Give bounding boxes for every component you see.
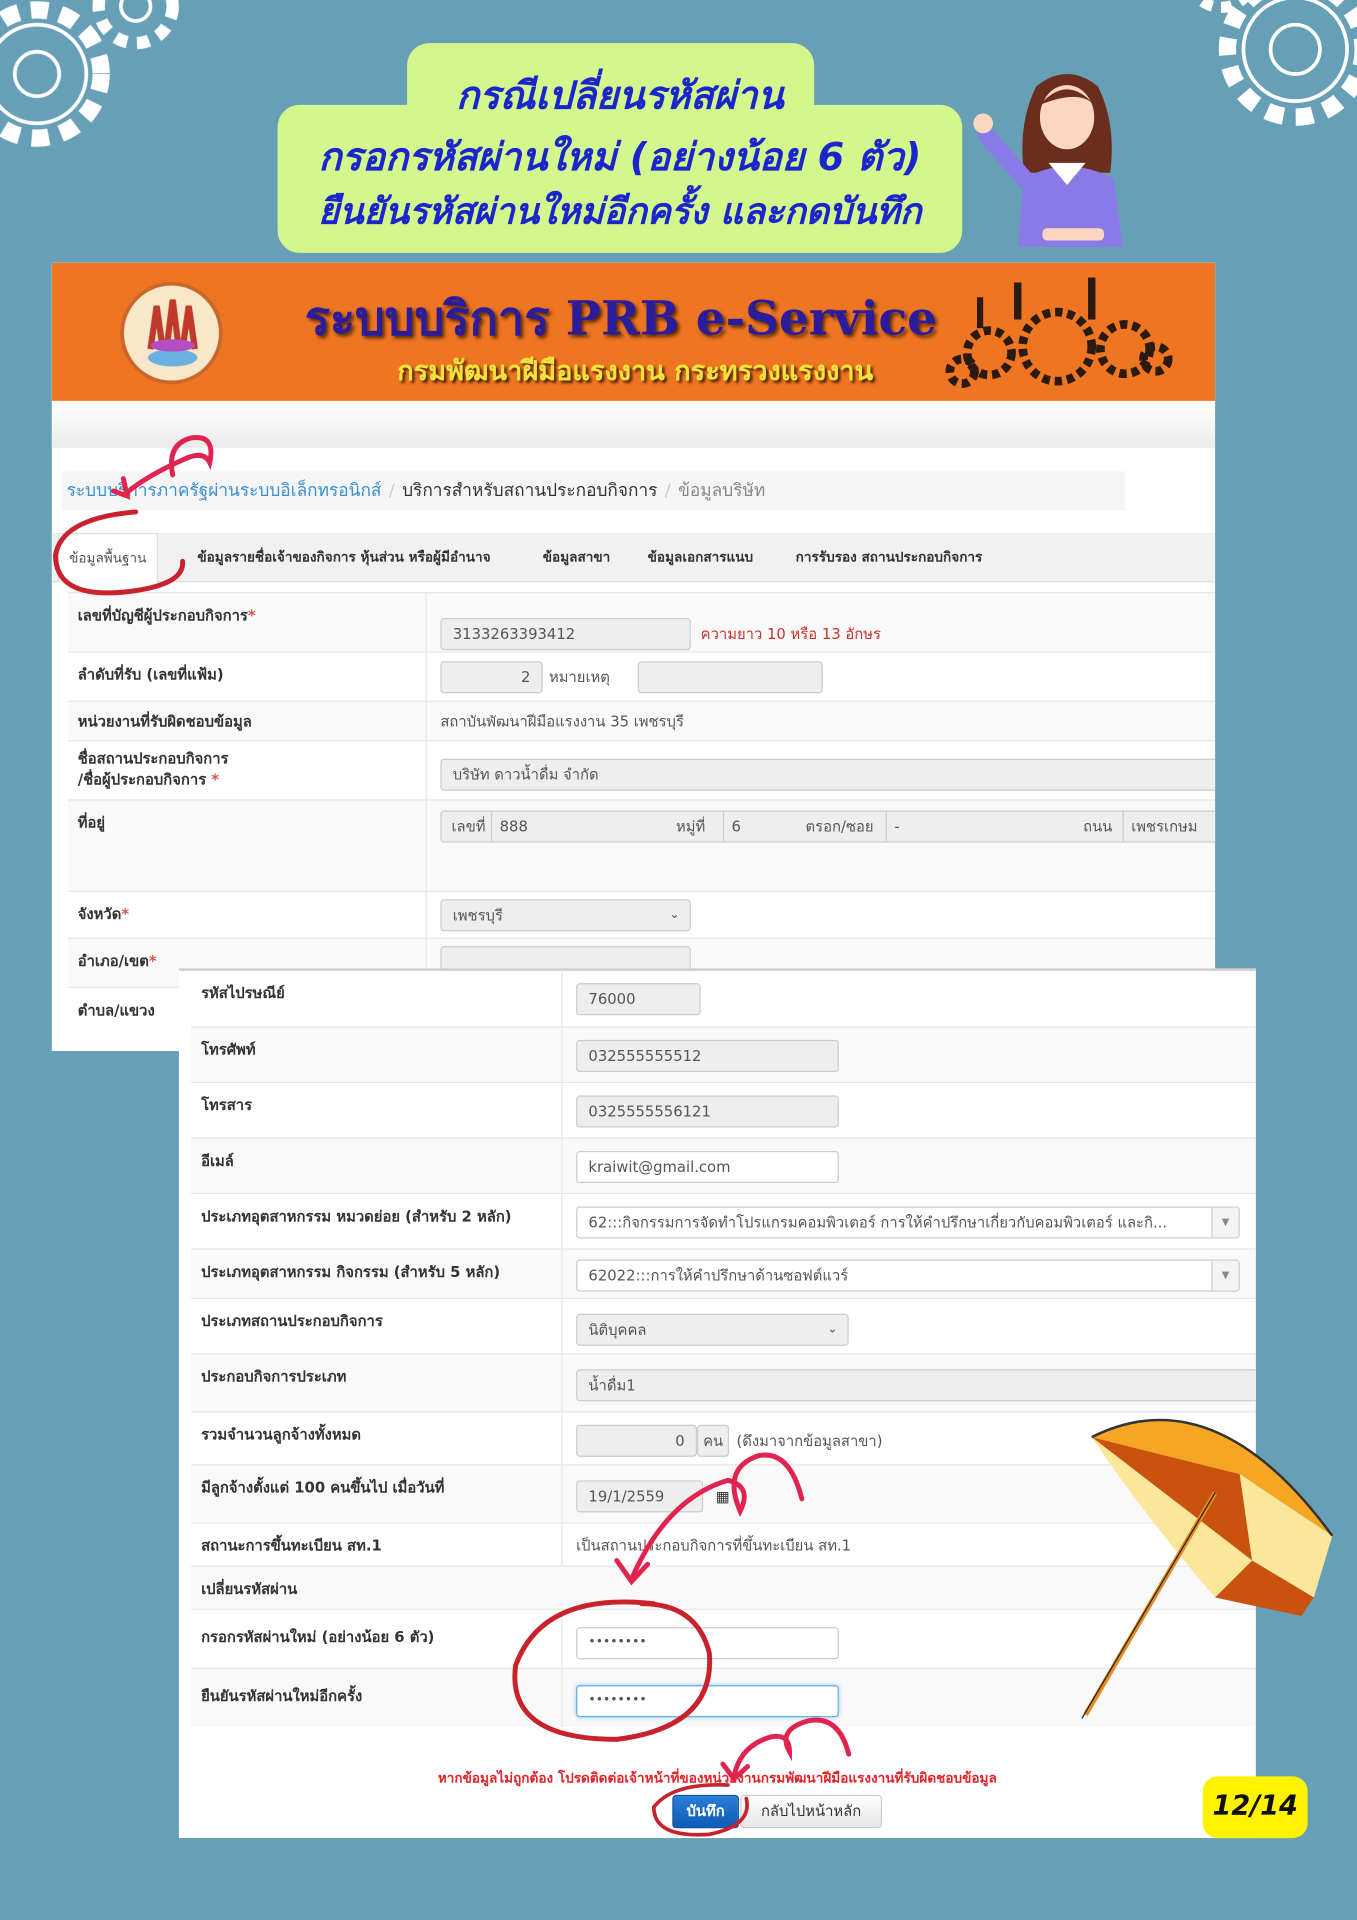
province-label: จังหวัด xyxy=(77,905,122,923)
address-soi-label: ตรอก/ซอย xyxy=(805,817,874,836)
fax-label: โทรสาร xyxy=(201,1096,253,1114)
province-value: เพชรบุรี xyxy=(452,906,503,924)
title-line-2: กรอกรหัสผ่านใหม่ (อย่างน้อย 6 ตัว) xyxy=(318,135,922,181)
header-band xyxy=(52,401,1215,448)
phone-input[interactable]: 032555555512 xyxy=(576,1040,839,1072)
umbrella-illustration xyxy=(1055,1400,1345,1727)
woman-pointing-illustration xyxy=(968,62,1141,247)
breadcrumb-link-services[interactable]: บริการสำหรับสถานประกอบกิจการ xyxy=(402,481,658,501)
fax-input[interactable]: 0325555556121 xyxy=(576,1095,839,1127)
industry-5-select[interactable] xyxy=(576,1260,1240,1292)
postcode-label: รหัสไปรษณีย์ xyxy=(201,984,285,1002)
form-row-province: จังหวัด* เพชรบุรี ⌄ xyxy=(68,891,1215,938)
form-row-account-no: เลขที่บัญชีผู้ประกอบกิจการ* 3133263393412 ความยาว 10 หรือ 13 อักษร xyxy=(68,592,1215,651)
over100-date-label: มีลูกจ้างตั้งแต่ 100 คนขึ้นไป เมื่อวันที่ xyxy=(201,1479,445,1497)
form-row-industry-2 xyxy=(191,1193,1256,1249)
business-type-label: ประเภทสถานประกอบกิจการ xyxy=(201,1312,383,1330)
form-row-file-no xyxy=(68,651,1215,700)
sor1-status-label: สถานะการขึ้นทะเบียน สท.1 xyxy=(201,1537,382,1555)
change-password-heading: เปลี่ยนรหัสผ่าน xyxy=(201,1580,298,1598)
business-type-select[interactable] xyxy=(576,1314,849,1346)
remark-input[interactable] xyxy=(638,661,823,693)
tab-owners[interactable]: ข้อมูลรายชื่อเจ้าของกิจการ หุ้นส่วน หรือผู้มีอำนาจ xyxy=(197,548,491,565)
address-no-input[interactable]: 888 xyxy=(491,812,664,842)
email-label: อีเมล์ xyxy=(201,1152,234,1170)
site-header xyxy=(52,263,1215,401)
workers-gears-icon xyxy=(940,273,1174,396)
contact-notice: หากข้อมูลไม่ถูกต้อง โปรดติดต่อเจ้าหน้าที่ของหน่วยงานกรมพัฒนาฝีมือแรงงานที่รับผิดชอบข้อมูล xyxy=(437,1770,997,1787)
form-row-email xyxy=(191,1137,1256,1193)
phone-label: โทรศัพท์ xyxy=(201,1041,256,1059)
form-row-agency xyxy=(68,701,1215,740)
site-subtitle: กรมพัฒนาฝีมือแรงงาน กระทรวงแรงงาน xyxy=(397,356,874,388)
form-row-address xyxy=(68,799,1215,890)
form-row-phone xyxy=(191,1026,1256,1082)
department-logo-icon xyxy=(120,281,225,386)
form-row-postcode xyxy=(191,971,1256,1027)
address-label: ที่อยู่ xyxy=(77,814,106,832)
district-label: อำเภอ/เขต xyxy=(77,952,149,970)
title-line-3: ยืนยันรหัสผ่านใหม่อีกครั้ง และกดบันทึก xyxy=(318,189,922,232)
form-row-company-name: ชื่อสถานประกอบกิจการ /ชื่อผู้ประกอบกิจการ * บริษัท ดาวน้ำดื่ม จำกัด xyxy=(68,740,1215,799)
account-no-label: เลขที่บัญชีผู้ประกอบกิจการ xyxy=(77,606,248,625)
over100-date-input[interactable]: 19/1/2559 xyxy=(576,1480,703,1512)
form-row-industry-5 xyxy=(191,1248,1256,1297)
page-number-badge: 12/14 xyxy=(1203,1776,1308,1838)
postcode-input[interactable]: 76000 xyxy=(576,983,701,1015)
gear-decoration-icon xyxy=(0,0,197,197)
breadcrumb: ระบบบริการภาครัฐผ่านระบบอิเล็กทรอนิกส์ / บริการสำหรับสถานประกอบกิจการ / ข้อมูลบริษัท xyxy=(62,471,1125,510)
address-moo-input[interactable]: 6 xyxy=(723,812,797,842)
form-row-district: อำเภอ/เขต* xyxy=(68,938,1215,987)
address-group xyxy=(440,810,1215,842)
address-road-input[interactable]: เพชรเกษม xyxy=(1123,812,1198,842)
address-no-label: เลขที่ xyxy=(451,817,486,836)
province-select[interactable] xyxy=(440,899,690,931)
back-to-home-button[interactable]: กลับไปหน้าหลัก xyxy=(740,1795,882,1828)
file-no-input[interactable]: 2 xyxy=(440,661,542,693)
agency-label: หน่วยงานที่รับผิดชอบข้อมูล xyxy=(77,713,252,731)
form-row-fax xyxy=(191,1082,1256,1138)
file-no-label: ลำดับที่รับ (เลขที่แฟ้ม) xyxy=(77,666,224,684)
confirm-password-input[interactable]: •••••••• xyxy=(576,1685,839,1717)
new-password-input[interactable]: •••••••• xyxy=(576,1627,839,1659)
tab-bar xyxy=(52,533,1215,582)
chevron-down-icon: ⌄ xyxy=(669,907,680,922)
breadcrumb-current: ข้อมูลบริษัท xyxy=(678,481,766,501)
save-button[interactable]: บันทึก xyxy=(672,1795,739,1828)
address-soi-input[interactable]: - xyxy=(886,812,1071,842)
employees-unit: คน xyxy=(697,1425,729,1457)
dropdown-arrow-icon: ▼ xyxy=(1211,1261,1238,1291)
industry-2-select[interactable] xyxy=(576,1206,1240,1238)
business-type-value: นิติบุคคล xyxy=(588,1321,647,1339)
address-moo-label: หมู่ที่ xyxy=(676,817,706,836)
business-kind-label: ประกอบกิจการประเภท xyxy=(201,1368,347,1386)
company-info-screenshot xyxy=(52,263,1215,1051)
remark-label: หมายเหตุ xyxy=(548,668,610,686)
employees-label: รวมจำนวนลูกจ้างทั้งหมด xyxy=(201,1426,362,1444)
industry-5-value: 62022:::การให้คำปรึกษาด้านซอฟต์แวร์ xyxy=(588,1266,849,1285)
account-no-input[interactable]: 3133263393412 xyxy=(440,618,690,650)
tab-certification[interactable]: การรับรอง สถานประกอบกิจการ xyxy=(795,548,983,565)
dropdown-arrow-icon: ▼ xyxy=(1211,1208,1238,1238)
industry-5-label: ประเภทอุตสาหกรรม กิจกรรม (สำหรับ 5 หลัก) xyxy=(201,1263,501,1281)
business-kind-input[interactable]: น้ำดื่ม1 xyxy=(576,1369,1256,1401)
chevron-down-icon: ⌄ xyxy=(827,1322,838,1336)
confirm-password-label: ยืนยันรหัสผ่านใหม่อีกครั้ง xyxy=(201,1687,363,1705)
account-no-hint: ความยาว 10 หรือ 13 อักษร xyxy=(700,625,881,643)
sor1-status-value: เป็นสถานประกอบกิจการที่ขึ้นทะเบียน สท.1 xyxy=(576,1537,852,1555)
subdistrict-label: ตำบล/แขวง xyxy=(77,1001,155,1019)
company-name-label: ชื่อสถานประกอบกิจการ xyxy=(77,750,229,768)
employees-input: 0 xyxy=(576,1425,697,1457)
agency-value: สถาบันพัฒนาฝีมือแรงงาน 35 เพชรบุรี xyxy=(440,713,684,731)
tab-attachments[interactable]: ข้อมูลเอกสารแนบ xyxy=(647,548,754,565)
company-name-label-2: /ชื่อผู้ประกอบกิจการ xyxy=(77,771,207,789)
tab-branches[interactable]: ข้อมูลสาขา xyxy=(542,548,611,565)
company-name-input[interactable]: บริษัท ดาวน้ำดื่ม จำกัด xyxy=(440,759,1215,791)
industry-2-value: 62:::กิจกรรมการจัดทำโปรแกรมคอมพิวเตอร์ การให้คำปรึกษาเกี่ยวกับคอมพิวเตอร์ และกิ... xyxy=(588,1213,1168,1232)
site-title: ระบบบริการ PRB e-Service xyxy=(304,289,937,346)
breadcrumb-link-eservice[interactable]: ระบบบริการภาครัฐผ่านระบบอิเล็กทรอนิกส์ xyxy=(66,481,382,501)
calendar-icon[interactable]: ▦ xyxy=(715,1487,730,1505)
employees-note: (ดึงมาจากข้อมูลสาขา) xyxy=(736,1432,883,1450)
email-input[interactable]: kraiwit@gmail.com xyxy=(576,1151,839,1183)
new-password-label: กรอกรหัสผ่านใหม่ (อย่างน้อย 6 ตัว) xyxy=(201,1628,435,1646)
address-road-label: ถนน xyxy=(1083,817,1113,836)
tab-basic-info[interactable]: ข้อมูลพื้นฐาน xyxy=(58,533,157,582)
form-row-business-type xyxy=(191,1298,1256,1354)
title-line-1: กรณีเปลี่ยนรหัสผ่าน xyxy=(456,74,784,119)
industry-2-label: ประเภทอุตสาหกรรม หมวดย่อย (สำหรับ 2 หลัก) xyxy=(201,1207,512,1225)
gear-decoration-icon xyxy=(1184,0,1357,197)
